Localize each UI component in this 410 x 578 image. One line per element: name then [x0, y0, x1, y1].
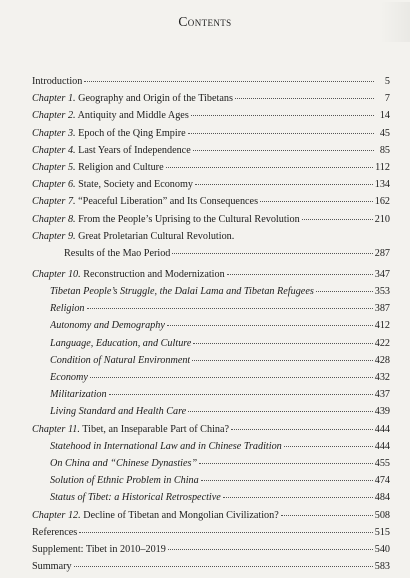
dot-leader — [193, 150, 374, 151]
toc-entry — [32, 424, 390, 441]
dot-leader — [172, 253, 372, 254]
toc-entry-title: Economy — [50, 372, 88, 383]
toc-entry-title: Solution of Ethnic Problem in China — [50, 475, 199, 487]
chapter-number: Chapter 4. — [32, 144, 76, 156]
page-number: 540 — [374, 543, 390, 555]
page-number: 583 — [374, 561, 390, 573]
toc-entry-title: Status of Tibet: a Historical Retrospective — [50, 492, 221, 504]
dot-leader — [166, 167, 374, 168]
toc-entry-label — [32, 110, 189, 121]
toc-entry-label — [32, 93, 233, 104]
page-title: Contents — [178, 14, 232, 29]
toc-entry-label — [50, 355, 190, 366]
toc-entry-label — [32, 269, 225, 280]
chapter-number: Chapter 8. — [32, 213, 76, 225]
page-number: 439 — [374, 406, 390, 418]
page-number: 7 — [384, 93, 390, 105]
toc-entry-title: From the People’s Uprising to the Cultural Revolution — [78, 213, 300, 225]
toc-entry-title: Reconstruction and Modernization — [83, 268, 225, 280]
page-number: 428 — [374, 354, 390, 366]
toc-entry-label — [32, 128, 186, 139]
toc-entry-label — [32, 561, 72, 572]
toc-entry-title: Autonomy and Demography — [50, 320, 165, 332]
toc-entry — [32, 231, 390, 248]
toc-entry — [32, 544, 390, 561]
toc-entry-title: Statehood in International Law and in Chinese Tradition — [50, 440, 282, 452]
toc-entry-title: Antiquity and Middle Ages — [77, 110, 189, 122]
toc-entry-label — [50, 441, 282, 452]
toc-entry-title: Tibetan People’s Struggle, the Dalai Lama and Tibetan Refugees — [50, 286, 314, 298]
page-number: 515 — [374, 526, 390, 538]
toc-entry — [32, 303, 390, 320]
toc-entry — [32, 389, 390, 406]
toc-entry-label — [50, 406, 186, 417]
toc-entry — [32, 372, 390, 389]
dot-leader — [284, 446, 373, 447]
toc-entry-title: Language, Education, and Culture — [50, 337, 192, 349]
dot-leader — [316, 291, 373, 292]
page-number: 474 — [374, 475, 390, 487]
dot-leader — [84, 81, 374, 82]
toc-entry-label — [50, 303, 85, 314]
toc-entry-label — [32, 179, 193, 190]
page-number: 14 — [379, 110, 390, 122]
dot-leader — [195, 184, 373, 185]
page-number: 353 — [374, 286, 390, 298]
chapter-number: Chapter 5. — [32, 161, 76, 173]
chapter-number: Chapter 10. — [32, 268, 81, 280]
toc-entry-title: Condition of Natural Environment — [50, 354, 191, 366]
toc-entry-title: Geography and Origin of the Tibetans — [78, 93, 233, 105]
page-number: 412 — [374, 320, 390, 332]
toc-entry-label — [64, 248, 170, 259]
page-number: 437 — [374, 389, 390, 401]
dot-leader — [193, 343, 372, 344]
page-number: 422 — [374, 337, 390, 349]
toc-entry-title: Great Proletarian Cultural Revolution. — [78, 230, 235, 242]
page-number: 444 — [374, 423, 390, 435]
dot-leader — [201, 480, 373, 481]
toc-entry — [32, 196, 390, 213]
dot-leader — [227, 274, 373, 275]
toc-entry-title: Introduction — [32, 76, 83, 87]
toc-entry-label — [32, 76, 82, 87]
toc-entry-title: Religion and Culture — [78, 161, 164, 173]
toc-entry — [32, 214, 390, 231]
toc-entry — [32, 510, 390, 527]
toc-entry-label — [32, 231, 234, 242]
dot-leader — [79, 532, 372, 533]
dot-leader — [188, 133, 374, 134]
toc-entry-title: On China and “Chinese Dynasties” — [50, 457, 198, 469]
toc-entry-title: Living Standard and Health Care — [50, 406, 187, 418]
toc-entry-title: Militarization — [50, 389, 107, 401]
dot-leader — [167, 325, 373, 326]
toc-entry-label — [50, 492, 221, 503]
chapter-number: Chapter 12. — [32, 509, 81, 521]
toc-entry-label — [32, 145, 191, 156]
dot-leader — [191, 115, 374, 116]
toc-entry — [32, 93, 390, 110]
toc-entry — [32, 458, 390, 475]
page-number: 444 — [374, 440, 390, 452]
toc-entry-title: Summary — [32, 561, 72, 573]
toc-entry-label — [32, 214, 300, 225]
dot-leader — [231, 429, 373, 430]
dot-leader — [223, 497, 373, 498]
page-number: 5 — [384, 76, 390, 87]
toc-entry-label — [32, 510, 279, 521]
dot-leader — [74, 566, 373, 567]
toc-entry — [32, 561, 390, 578]
toc-entry — [32, 269, 390, 286]
toc-entry — [32, 441, 390, 458]
toc-entry-title: Results of the Mao Period — [64, 247, 171, 259]
toc-entry — [32, 179, 390, 196]
dot-leader — [109, 394, 373, 395]
toc-entry-label — [32, 527, 77, 538]
toc-entry-label — [50, 286, 314, 297]
page-number: 484 — [374, 492, 390, 504]
toc-entry-title: Last Years of Independence — [78, 144, 191, 156]
page-number: 508 — [374, 509, 390, 521]
dot-leader — [302, 219, 373, 220]
toc-entry-title: State, Society and Economy — [78, 179, 194, 191]
chapter-number: Chapter 2. — [32, 110, 76, 122]
page-number: 85 — [379, 144, 390, 156]
toc-entry — [32, 110, 390, 127]
dot-leader — [188, 411, 373, 412]
toc-entry-label — [32, 544, 166, 555]
page-number: 45 — [379, 127, 390, 139]
toc-entry-title: Religion — [50, 303, 85, 315]
toc-entry-title: References — [32, 526, 78, 538]
toc-entry-label — [50, 320, 165, 331]
page-number: 210 — [374, 213, 390, 225]
page-number: 347 — [374, 268, 390, 280]
toc-entry — [32, 286, 390, 303]
dot-leader — [199, 463, 373, 464]
chapter-number: Chapter 11. — [32, 423, 80, 435]
toc-entry — [32, 338, 390, 355]
toc-entry-label — [50, 338, 191, 349]
toc-entry-label — [32, 424, 229, 435]
dot-leader — [235, 98, 374, 99]
dot-leader — [87, 308, 373, 309]
toc-entry — [32, 76, 390, 93]
page-number: 432 — [374, 372, 390, 383]
chapter-number: Chapter 7. — [32, 196, 76, 208]
toc-entry — [32, 527, 390, 544]
page-number: 112 — [375, 161, 390, 173]
toc-entry — [32, 248, 390, 269]
toc-entry-title: “Peaceful Liberation” and Its Consequences — [78, 196, 259, 208]
dot-leader — [281, 515, 373, 516]
dot-leader — [168, 549, 373, 550]
page-number: 455 — [374, 457, 390, 469]
dot-leader — [260, 201, 373, 202]
toc-entry — [32, 145, 390, 162]
toc-entry-label — [50, 475, 199, 486]
toc-entry-label — [50, 458, 197, 469]
toc-entry-title: Tibet, an Inseparable Part of China? — [82, 423, 230, 435]
dot-leader — [90, 377, 373, 378]
chapter-number: Chapter 6. — [32, 179, 76, 191]
page-number: 162 — [374, 196, 390, 208]
toc-entry-title: Decline of Tibetan and Mongolian Civilization? — [83, 509, 279, 521]
chapter-number: Chapter 9. — [32, 230, 76, 242]
toc-entry — [32, 320, 390, 337]
toc-entry-label — [50, 372, 88, 383]
toc-entry-title: Epoch of the Qing Empire — [78, 127, 186, 139]
toc-entry — [32, 492, 390, 509]
toc-entry-title: Supplement: Tibet in 2010–2019 — [32, 543, 166, 555]
page-number: 387 — [374, 303, 390, 315]
page-number: 134 — [374, 179, 390, 191]
dot-leader — [192, 360, 372, 361]
chapter-number: Chapter 3. — [32, 127, 76, 139]
toc-entry — [32, 128, 390, 145]
table-of-contents — [32, 76, 390, 578]
toc-entry — [32, 475, 390, 492]
toc-entry — [32, 355, 390, 372]
toc-entry — [32, 406, 390, 423]
page-number: 287 — [374, 247, 390, 259]
toc-entry-label — [32, 162, 164, 173]
toc-entry-label — [50, 389, 107, 400]
toc-entry — [32, 162, 390, 179]
toc-entry-label — [32, 196, 258, 207]
chapter-number: Chapter 1. — [32, 93, 76, 105]
